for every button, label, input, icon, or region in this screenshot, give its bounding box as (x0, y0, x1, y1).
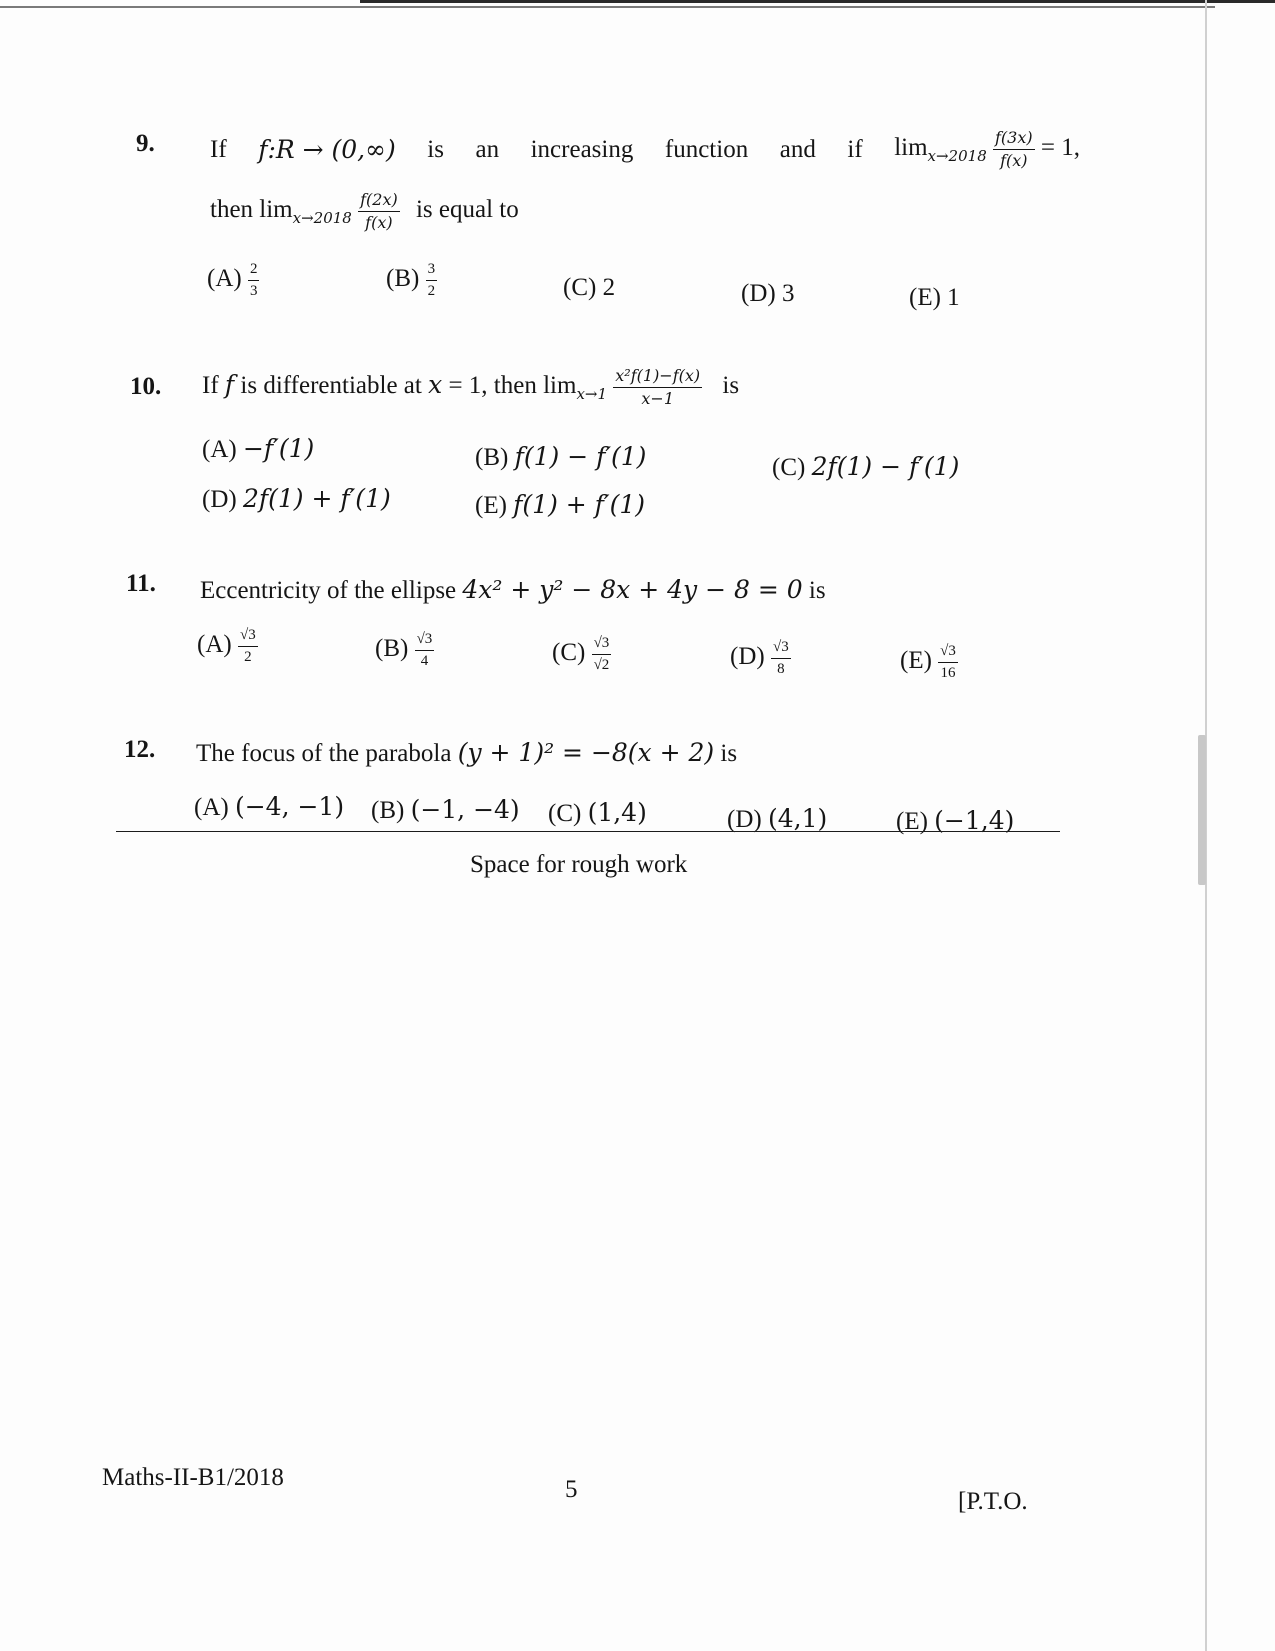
question-number: 11. (126, 570, 156, 597)
question-12-stem: The focus of the parabola (y + 1)² = −8(x + 2) is (196, 738, 738, 767)
scan-edge-top (360, 0, 1275, 3)
q10-fraction: $\frac{\text{x²f(1)−f(x)}}{x-1}$ (615, 366, 701, 408)
q10-option-e: (E) f(1) + f′(1) (475, 490, 646, 519)
paper-code: Maths-II-B1/2018 (102, 1464, 284, 1491)
q9-option-d: (D) 3 (741, 280, 795, 307)
option-fraction: $\frac{√3}{16}$ (940, 643, 956, 681)
q12-option-b: (B) (−1, −4) (371, 795, 520, 824)
question-11-stem: Eccentricity of the ellipse 4x² + y² − 8x + 4y − 8 = 0 is (200, 575, 826, 604)
q9-function-map: f:R → (0,∞) (258, 135, 396, 164)
rough-work-divider (116, 831, 1060, 832)
pto-label: [P.T.O. (958, 1488, 1028, 1515)
question-number: 9. (136, 130, 155, 157)
q10-option-d: (D) 2f(1) + f′(1) (202, 484, 391, 513)
q9-word: and (779, 135, 816, 163)
q12-option-a: (A) (−4, −1) (194, 792, 345, 821)
q9-word: if (847, 135, 863, 163)
q11-option-e: (E) $\frac{√3}{16}$ (900, 643, 956, 681)
option-fraction: $\frac{√3}{2}$ (239, 627, 256, 665)
q12-option-d: (D) (4,1) (727, 804, 828, 833)
q11-option-b: (B) $\frac{√3}{4}$ (375, 631, 433, 669)
q9-limit-expression: $\lim_{x\to 2018}$ $\frac{f(3x)}{f(x)}$ = 1, (894, 128, 1080, 170)
scan-shadow-mark (1198, 735, 1206, 885)
q11-option-a: (A) $\frac{√3}{2}$ (197, 627, 256, 665)
q9-option-a: (A) $\frac{2}{3}$ (207, 261, 258, 299)
option-fraction: $\frac{3}{2}$ (427, 261, 436, 299)
q9-word: an (475, 135, 500, 163)
option-fraction: $\frac{√3}{√2}$ (593, 635, 610, 673)
question-10-stem: If f is differentiable at x = 1, then $\lim_{x\to 1}$ $\frac{\text{x²f(1)−f(x)}}{x-1}$ is (202, 366, 740, 408)
rough-work-label: Space for rough work (470, 851, 688, 878)
q12-option-e: (E) (−1,4) (896, 806, 1015, 835)
option-fraction: $\frac{2}{3}$ (249, 261, 258, 299)
q9-word: increasing (530, 135, 634, 163)
q9-word: function (664, 135, 749, 163)
q9-fraction-2: $\frac{f(2x)}{f(x)}$ (360, 190, 398, 232)
q9-option-b: (B) $\frac{3}{2}$ (386, 261, 436, 299)
question-9-line-2: then $\lim_{x\to 2018}$ $\frac{f(2x)}{f(x)}$ is equal to (210, 190, 519, 232)
q9-option-e: (E) 1 (909, 284, 960, 311)
q10-option-a: (A) −f′(1) (202, 434, 315, 463)
question-number: 10. (130, 373, 162, 400)
q10-option-b: (B) f(1) − f′(1) (475, 442, 647, 471)
q10-option-c: (C) 2f(1) − f′(1) (772, 452, 960, 481)
option-fraction: $\frac{√3}{4}$ (416, 631, 433, 669)
q9-word: If (210, 135, 227, 163)
scan-edge-line (0, 6, 1215, 8)
question-9-line-1 (210, 130, 1080, 169)
option-fraction: $\frac{√3}{8}$ (772, 639, 789, 677)
question-number: 12. (124, 736, 156, 763)
q9-option-c: (C) 2 (563, 274, 616, 301)
q11-option-d: (D) $\frac{√3}{8}$ (730, 639, 789, 677)
q9-word: is (427, 135, 444, 163)
q9-fraction: $\frac{f(3x)}{f(x)}$ (994, 128, 1033, 170)
page-number: 5 (565, 1476, 578, 1503)
q12-option-c: (C) (1,4) (548, 798, 647, 827)
q11-option-c: (C) $\frac{√3}{√2}$ (552, 635, 610, 673)
